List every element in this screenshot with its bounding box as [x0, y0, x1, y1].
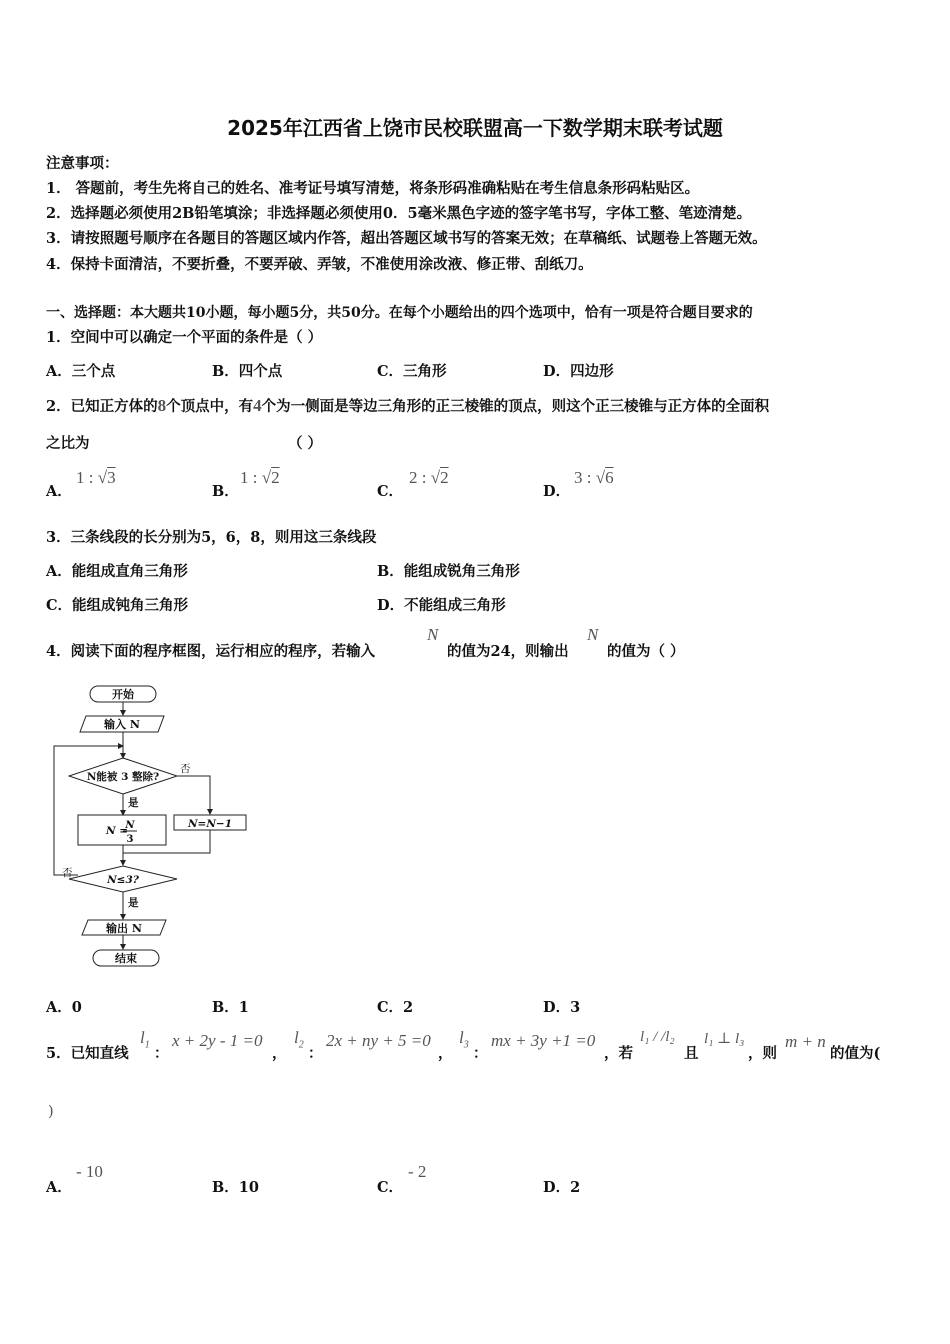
flow-assign1-den: 3	[126, 834, 134, 845]
q2-option-b-label[interactable]: B．	[212, 483, 239, 500]
q5-l3: $l_3$	[459, 1028, 469, 1051]
q5-option-d[interactable]: D．2	[543, 1179, 581, 1196]
q5-l2: $l_2$	[294, 1028, 304, 1051]
flow-input-text: 输入 N	[104, 718, 140, 731]
flow-cond1-text: N能被 3 整除?	[86, 771, 160, 783]
q4-stem-part2: 的值为24，则输出	[447, 643, 569, 660]
q2-blank: （ ）	[288, 435, 323, 452]
q5-if: ，若	[604, 1045, 633, 1062]
notice-item: 1． 答题前，考生先将自己的姓名、准考证号填写清楚，将条形码准确粘贴在考生信息条形码粘贴区。	[46, 180, 700, 197]
q5-perpendicular: l₁ ⊥ l₃	[704, 1031, 745, 1047]
q1-option-c[interactable]: C．三角形	[377, 363, 447, 380]
q2-option-d-label[interactable]: D．	[543, 483, 571, 500]
q4-var-n-output: N	[587, 625, 599, 644]
q5-comma: ，	[438, 1045, 453, 1062]
q1-option-a[interactable]: A．三个点	[46, 363, 116, 380]
notice-heading: 注意事项：	[46, 155, 119, 172]
flow-output-text: 输出 N	[106, 922, 142, 935]
flow-yes2-label: 是	[128, 897, 139, 909]
q3-option-b[interactable]: B．能组成锐角三角形	[377, 563, 520, 580]
q2-stem: 2．已知正方体的8个顶点中，有4个为一侧面是等边三角形的正三棱锥的顶点，则这个正三棱锥与正方体的全面积	[46, 396, 770, 415]
q3-option-a[interactable]: A．能组成直角三角形	[46, 563, 188, 580]
q4-option-d[interactable]: D．3	[543, 999, 581, 1016]
q1-option-b[interactable]: B．四个点	[212, 363, 283, 380]
q3-option-c[interactable]: C．能组成钝角三角形	[46, 597, 189, 614]
q2-option-c-value[interactable]: 2 : √2	[409, 468, 449, 487]
q5-tail: 的值为(	[830, 1045, 881, 1062]
q1-option-d[interactable]: D．四边形	[543, 363, 614, 380]
q2-option-b-value[interactable]: 1 : √2	[240, 468, 280, 487]
flow-assign1-num: N	[125, 820, 135, 831]
q2-option-a-value[interactable]: 1 : √3	[76, 468, 116, 487]
q5-and: 且	[684, 1045, 699, 1062]
flowchart	[40, 680, 270, 975]
section-heading: 一、选择题：本大题共10小题，每小题5分，共50分。在每个小题给出的四个选项中，恰有一项是符合题目要求的	[46, 305, 753, 321]
notice-item: 4．保持卡面清洁，不要折叠，不要弄破、弄皱，不准使用涂改液、修正带、刮纸刀。	[46, 256, 593, 273]
q4-var-n-input: N	[427, 625, 439, 644]
flow-yes1-label: 是	[128, 797, 139, 809]
q5-eq1: x + 2y - 1 =0	[172, 1031, 263, 1050]
q2-option-c-label[interactable]: C．	[377, 483, 404, 500]
q4-stem-part1: 4．阅读下面的程序框图，运行相应的程序，若输入	[46, 643, 376, 660]
q5-colon: ：	[154, 1045, 169, 1062]
q5-comma: ，	[272, 1045, 287, 1062]
q2-stem-line2: 之比为	[46, 435, 90, 452]
notice-item: 2．选择题必须使用2B铅笔填涂；非选择题必须使用0．5毫米黑色字迹的签字笔书写，字体工整、笔迹清楚。	[46, 205, 752, 222]
q5-option-b[interactable]: B．10	[212, 1179, 259, 1196]
q5-option-a-label[interactable]: A．	[46, 1179, 72, 1196]
flow-assign1-lhs: N =	[106, 825, 129, 837]
q2-option-d-value[interactable]: 3 : √6	[574, 468, 614, 487]
flow-start-text: 开始	[112, 688, 134, 701]
q1-stem: 1．空间中可以确定一个平面的条件是（ ）	[46, 329, 323, 346]
q5-then: ，则	[748, 1045, 777, 1062]
flow-assign2-text: N=N−1	[187, 818, 233, 830]
q4-option-c[interactable]: C．2	[377, 999, 414, 1016]
flow-no1-label: 否	[180, 763, 191, 775]
q5-parallel: l₁ / /l₂	[640, 1029, 675, 1045]
flow-cond2-text: N≤3?	[107, 874, 139, 886]
q5-l1: $l_1$	[140, 1028, 150, 1051]
page-title: 2025年江西省上饶市民校联盟高一下数学期末联考试题	[227, 116, 723, 140]
q5-option-c-value[interactable]: - 2	[408, 1162, 427, 1181]
flow-no2-label: 否	[62, 867, 73, 879]
q3-option-d[interactable]: D．不能组成三角形	[377, 597, 506, 614]
notice-item: 3．请按照题号顺序在各题目的答题区域内作答，超出答题区域书写的答案无效；在草稿纸、试题卷上答题无效。	[46, 230, 767, 247]
q4-option-a[interactable]: A．0	[46, 999, 82, 1016]
q5-colon: ：	[308, 1045, 323, 1062]
q2-option-a-label[interactable]: A．	[46, 483, 72, 500]
q5-option-a-value[interactable]: - 10	[76, 1162, 103, 1181]
q4-stem-part3: 的值为（ ）	[607, 643, 685, 660]
q5-stem-part1: 5．已知直线	[46, 1045, 129, 1062]
q5-eq3: mx + 3y +1 =0	[491, 1031, 596, 1050]
q5-colon: ：	[473, 1045, 488, 1062]
q5-mn: m + n	[785, 1032, 826, 1051]
flow-end-text: 结束	[115, 952, 137, 965]
q4-option-b[interactable]: B．1	[212, 999, 249, 1016]
q5-option-c-label[interactable]: C．	[377, 1179, 404, 1196]
q5-eq2: 2x + ny + 5 =0	[326, 1031, 431, 1050]
q3-stem: 3．三条线段的长分别为5，6，8，则用这三条线段	[46, 529, 377, 546]
q5-close-paren: )	[48, 1104, 54, 1120]
